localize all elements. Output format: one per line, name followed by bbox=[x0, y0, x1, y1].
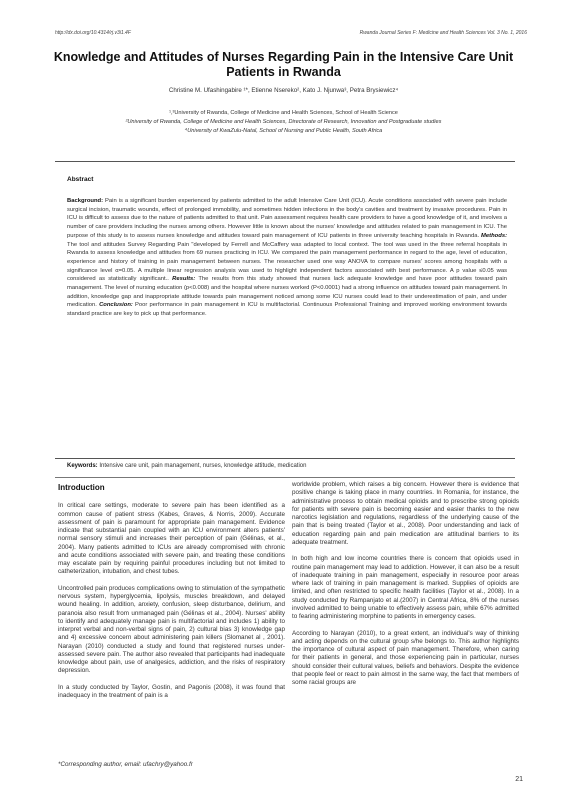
intro-paragraph: In both high and low income countries there is concern that opioids used in routine pain management may lead to addiction. However, it can also be a result of inadequate training in pain management, especially in resource poor areas where lack of training in pain management is marked. Supplies of opioids are limited, and often restricted to specific health facilities (Taylor et al., 2008). In a study conducted by Rampanjato et al.(2007) in Central Africa, 8% of the nurses involved admitted to being unable to effectively assess pain, while 67% admitted to fearing administering morphine to patients in emergency cases. bbox=[292, 555, 519, 621]
background-text: Pain is a significant burden experienced by patients admitted to the adult Intensive Care Unit (ICU). Acute conditions associated with severe pain include surgical incision, traumatic wounds, effect of prolonged immobility, and sometimes hidden infections in the body's cavities and treatment by invasive procedures. Pain in ICU is difficult to assess due to the nature of patients admitted to that unit. Pain assessment requires health care providers to have a good knowledge of it, and involves a number of care providers including the nurses among others. However little is known about the nurses' knowledge and attitudes related to pain management in ICU. The purpose of this study is to assess nurses knowledge and attitudes toward pain management of ICU patients in three university teaching hospitals in Rwanda. bbox=[67, 198, 507, 239]
conclusion-text: Poor performance in pain management in ICU is multifactorial. Continuous Professional Training and improved working environment towards standard practice are key to pick up that performance. bbox=[67, 302, 508, 318]
paper-title: Knowledge and Attitudes of Nurses Regarding Pain in the Intensive Care Unit Patients in Rwanda bbox=[53, 50, 514, 79]
page-number: 21 bbox=[515, 776, 523, 783]
abstract-heading: Abstract bbox=[67, 176, 94, 183]
keywords-label: Keywords: bbox=[67, 463, 98, 469]
abstract-box bbox=[55, 161, 515, 459]
affiliation-3: ⁴University of KwaZulu-Natal, School of Nursing and Public Health, South Africa bbox=[184, 128, 383, 134]
keywords-text: Intensive care unit, pain management, nurses, knowledge attitude, medication bbox=[99, 463, 307, 469]
section-divider bbox=[55, 477, 515, 478]
methods-label: Methods: bbox=[481, 232, 508, 239]
intro-paragraph: According to Narayan (2010), to a great extent, an individual's way of thinking and acting depends on the cultural group s/he belongs to. This author highlights the importance of cultural aspect of pain management. Therefore, when caring for their patients in general, and those experiencing pain in particular, nurses should consider their cultural values, beliefs and behaviors. Despite the evidence that people feel or react to pain almost in the same way, the fact that members of some racial groups are bbox=[292, 629, 519, 687]
conclusion-label: Conclusion: bbox=[99, 302, 133, 309]
right-column bbox=[292, 481, 519, 696]
intro-paragraph: In critical care settings, moderate to severe pain has been identified as a common cause of patient stress (Kabes, Graves, & Norris, 2009). Accurate assessment of pain is paramount for appropriate pain management. Evidence indicate that substantial pain coupled with an ICU environment alters patients' normal sensory stimuli and increases their perception of pain (Gélinas, et al., 2004). Many patients admitted to ICUs are already compromised with chronic and acute conditions associated with severe pain, and treating these conditions may escalate pain by requiring painful procedures including but not limited to catheterization, intubation, and chest tubes. bbox=[58, 502, 285, 576]
corresponding-author-footnote: *Corresponding author, email: ufachry@yahoo.fr bbox=[58, 761, 193, 768]
methods-text: The tool and attitudes Survey Regarding Pain "developed by Ferrell and McCaffery was adapted to local context. The tool was used in the three referral hospitals in Rwanda to assess knowledge and attitudes from 69 nurses practicing in ICU. We compared the pain management performance in regard to the age, level of education, experience and history of training in pain management between nurses. The researcher used one way ANOVA to compare nurses' scores among hospitals with a significance level α=0.05. A multiple linear regression analysis was used to highlight independent factors associated with best performance. A p value ≤0.05 was considered as statistically significant.. bbox=[67, 241, 507, 283]
left-column bbox=[58, 481, 285, 709]
affiliation-2: ²University of Rwanda, College of Medicine and Health Sciences, Directorate of Research, Innovation and Postgraduate studies bbox=[125, 119, 442, 125]
intro-paragraph: worldwide problem, which raises a big concern. However there is evidence that positive change is taking place in many countries. In Romania, for instance, the administrative process to obtain medical opioids and to prescribe strong opioids for patients with severe pain is becoming easier and easier thanks to the new narcotics legislation and regulations, regardless of the underlying cause of the pain that is being treated (Taylor et al., 2008). Poor understanding and lack of education regarding pain and pain medication are attitudinal barriers to its adequate treatment. bbox=[292, 481, 519, 546]
doi-header[interactable]: http://dx.doi.org/10.4314/rj.v3i1.4F bbox=[55, 30, 131, 36]
keywords bbox=[67, 463, 306, 469]
abstract-text bbox=[67, 197, 507, 319]
background-label: Background: bbox=[67, 198, 104, 204]
results-label: Results: bbox=[172, 276, 196, 283]
introduction-heading: Introduction bbox=[58, 483, 105, 492]
intro-paragraph: Uncontrolled pain produces complications owing to stimulation of the sympathetic nervous system, hyperglycemia, lipolysis, muscles breakdown, and delayed wound healing. In addition, anxiety, confusion, sleep disturbance, delirium, and paranoia also result from unmanaged pain (Gélinas et al., 2004). Nurses' ability to identify and adequately manage pain is multifactorial and includes 1) ability to interpret verbal and non-verbal signs of pain, 2) cultural bias 3) knowledge gap and 4) excessive concern about administering pain killers (Slomanet al , 2001). Narayan (2010) conducted a study and found that registered nurses under-assessed severe pain. The author also revealed that participants had inadequate knowledge about pain, use of analgesics, addiction, and the risks of respiratory depression. bbox=[58, 584, 285, 675]
journal-header: Rwanda Journal Series F: Medicine and Health Sciences Vol. 3 No. 1, 2016 bbox=[359, 30, 527, 36]
author-list: Christine M. Ufashingabire ¹*, Etienne Nsereko², Kato J. Njunwa³, Petra Brysiewicz⁴ bbox=[168, 87, 399, 94]
results-text: The results from this study showed that nurses lack adequate knowledge and have poor attitudes toward pain management. The level of nursing education (p<0.008) and the hospital where nurses worked (P<0.0001) had a strong influence on attitudes toward pain management. In addition, knowledge gap and inappropriate attitude towards pain management noticed among some ICU nurses could lead to their underestimation of pain, and under medication. bbox=[67, 276, 507, 309]
affiliation-1: ¹,³University of Rwanda, College of Medicine and Health Sciences, School of Health Science bbox=[169, 110, 398, 116]
intro-paragraph: In a study conducted by Taylor, Gostin, and Pagonis (2008), it was found that inadequacy in the treatment of pain is a bbox=[58, 683, 285, 700]
